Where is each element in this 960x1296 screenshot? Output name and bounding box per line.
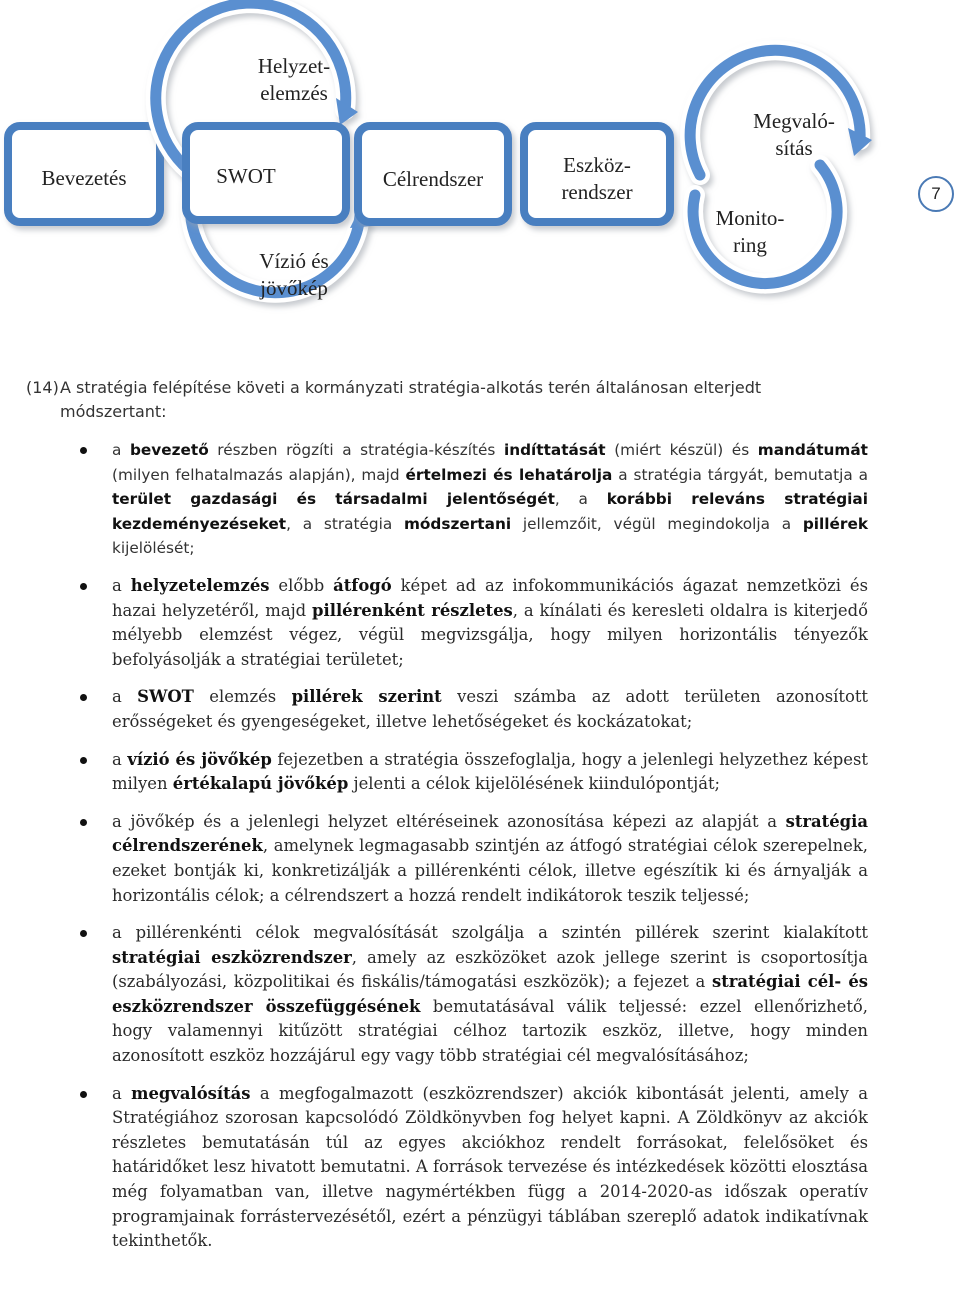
bullet-segment: részben rögzíti a stratégia-készítés xyxy=(208,441,504,459)
bullet-emphasis: helyzetelemzés xyxy=(130,575,270,595)
step-megvalositas: Megvaló- sítás xyxy=(753,109,835,160)
bullet-segment: a xyxy=(112,441,130,459)
bullet-segment: a pillérenkénti célok megvalósítását szolgálja a szintén pillérek szerint kialakított xyxy=(112,923,868,943)
bullet-segment: , amelynek legmagasabb szintjén az átfogó stratégiai célok szerepelnek, ezeket bontják ki, konkretizálják a pillérenkénti célok, illetve egészítik ki és árnyalják a horizontális célok; a célrendszert a hozzá rendelt indikátorok teszik teljessé; xyxy=(112,836,868,905)
bullet-emphasis: átfogó xyxy=(333,575,392,595)
bullet-emphasis: stratégia célrendszerének xyxy=(112,811,868,856)
page-number: 7 xyxy=(918,176,954,212)
bullet-emphasis: értékalapú jövőkép xyxy=(172,774,349,794)
step-celrendszer: Célrendszer xyxy=(382,167,484,191)
bullet-dot xyxy=(80,930,87,937)
bullet-emphasis: stratégiai eszközrendszer xyxy=(112,947,352,967)
step-swot: SWOT xyxy=(216,164,276,188)
bullet-emphasis: megvalósítás xyxy=(131,1083,251,1103)
bullet-text xyxy=(112,923,868,1065)
paragraph-14 xyxy=(26,376,871,424)
bullet-emphasis: korábbi releváns stratégiai kezdeményezéseket xyxy=(112,490,868,533)
bullet-segment: előbb xyxy=(269,575,334,595)
bullet-segment: a jövőkép és a jelenlegi helyzet eltéréseinek azonosítása képezi az alapját a xyxy=(112,811,786,831)
bullet-segment: jellemzőit, végül megindokolja a xyxy=(511,514,803,533)
step-monitoring: Monito- ring xyxy=(715,206,785,257)
process-diagram xyxy=(0,0,960,345)
bullet-emphasis: pillérek szerint xyxy=(291,687,442,707)
bullet-text xyxy=(112,750,868,794)
bullet-dot xyxy=(80,757,87,764)
bullet-bevezetes xyxy=(0,438,960,561)
intro-line-1: A stratégia felépítése követi a kormányzati stratégia-alkotás terén általánosan elterjedt xyxy=(60,378,762,397)
bullet-vizio xyxy=(0,748,960,797)
bullet-segment: elemzés xyxy=(193,687,292,707)
step-helyzetelemzes: Helyzet- elemzés xyxy=(257,54,331,105)
bullet-dot xyxy=(80,819,87,826)
bullet-segment: kijelölését; xyxy=(112,539,195,558)
bullet-segment: a xyxy=(112,575,131,595)
bullet-segment: bemutatásával válik teljessé: ezzel ellenőrizhető, hogy valamennyi kitűzött stratégiai célhoz tartozik eszköz, illetve, hogy minden azonosított eszköz hozzájárul egy vagy több stratégiai cél megvalósításához; xyxy=(112,996,868,1066)
bullet-segment: a xyxy=(112,749,128,769)
bullet-emphasis: értelmezi és lehatárolja xyxy=(405,465,613,484)
bullet-emphasis: pillérenként részletes xyxy=(312,600,513,620)
bullet-eszkozrendszer xyxy=(0,921,960,1069)
bullet-emphasis: indíttatását xyxy=(503,441,606,459)
bullet-segment: , a xyxy=(554,490,607,509)
bullet-segment: képet ad az infokommunikációs ágazat nemzetközi és hazai helyzetéről, majd xyxy=(112,575,868,620)
bullet-segment: , a stratégia xyxy=(286,514,404,533)
bullet-emphasis: stratégiai cél- és eszközrendszer összefüggésének xyxy=(112,972,868,1016)
bullet-text xyxy=(112,1084,868,1251)
bullet-segment: (miért készül) és xyxy=(605,441,758,459)
bullet-text xyxy=(112,576,868,669)
bullet-segment: a xyxy=(112,687,138,707)
bullet-dot xyxy=(80,583,87,590)
bullet-segment: jelenti a célok kijelölésének kiindulópontját; xyxy=(348,774,721,794)
bullet-segment: , a kínálati és keresleti oldalra is kiterjedő mélyebb elemzést végez, végül megvizsgálja, hogy milyen horizontális tényezők befolyásolják a stratégiai területet; xyxy=(112,600,868,669)
bullet-segment: fejezetben a stratégia összefoglalja, hogy a jelenlegi helyzethez képest milyen xyxy=(112,749,868,794)
bullet-celrendszer xyxy=(0,810,960,908)
bullet-text xyxy=(112,441,868,557)
bullet-segment: , amely az eszközöket azok jellege szerint is csoportosítja (szabályozási, közpolitikai és fiskális/támogatási eszközök); a fejezet a xyxy=(112,947,868,992)
bullet-text xyxy=(112,687,868,731)
step-eszkozrendszer: Eszköz- rendszer xyxy=(561,153,633,204)
bullet-dot xyxy=(80,694,87,701)
bullet-segment: veszi számba az adott területen azonosított erősségeket és gyengeségeket, illetve lehetőségeket és kockázatokat; xyxy=(112,687,869,731)
bullet-helyzetelemzes xyxy=(0,574,960,672)
bullet-segment: (milyen felhatalmazás alapján), majd xyxy=(112,465,406,484)
bullet-swot xyxy=(0,685,960,734)
bullet-emphasis: mandátumát xyxy=(757,441,868,459)
paragraph-number: (14) xyxy=(26,378,59,397)
bullet-text xyxy=(112,812,868,905)
bullet-list xyxy=(0,438,960,1267)
bullet-emphasis: módszertani xyxy=(403,514,512,533)
step-bevezetes: Bevezetés xyxy=(41,166,127,190)
intro-line-2: módszertant: xyxy=(60,402,167,421)
bullet-emphasis: SWOT xyxy=(137,687,194,707)
bullet-segment: a megfogalmazott (eszközrendszer) akciók kibontását jelenti, amely a Stratégiához szorosan kapcsolódó Zöldkönyvben fog helyet kapni. A Zöldkönyv az akciók részletes bemutatásán túl az egyes akciókhoz rendelt forrásokat, felelősöket és határidőket lesz hivatott bemutatni. A források tervezése és intézkedések közötti elosztása még folyamatban van, illetve nagymértékben függ a 2014-2020-as időszak operatív programjainak forrástervezésétől, ezért a pénzügyi táblában szereplő adatok indikatívnak tekinthetők. xyxy=(112,1083,868,1251)
bullet-segment: a xyxy=(112,1083,132,1103)
bullet-megvalositas xyxy=(0,1082,960,1254)
bullet-emphasis: pillérek xyxy=(802,514,869,533)
bullet-dot xyxy=(80,1091,87,1098)
bullet-dot xyxy=(80,447,87,454)
bullet-emphasis: vízió és jövőkép xyxy=(127,749,272,769)
step-vizio: Vízió és jövőkép xyxy=(259,249,329,300)
bullet-segment: a stratégia tárgyát, bemutatja a xyxy=(612,465,868,484)
bullet-emphasis: terület gazdasági és társadalmi jelentőségét xyxy=(112,490,555,509)
bullet-emphasis: bevezető xyxy=(129,441,209,459)
